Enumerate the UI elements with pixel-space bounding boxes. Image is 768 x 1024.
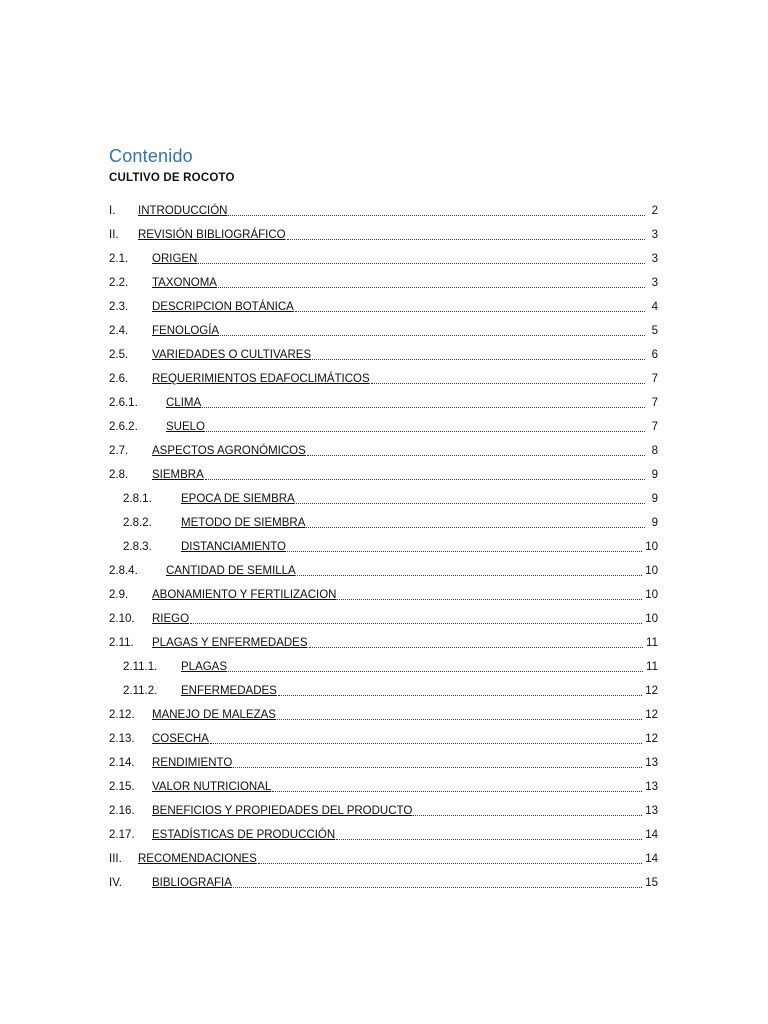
toc-entry-plagas-y-enfermedades[interactable] bbox=[109, 631, 658, 655]
dot-leader bbox=[296, 492, 645, 506]
dot-leader bbox=[413, 804, 642, 818]
dot-leader bbox=[309, 636, 644, 650]
toc-entry-title[interactable]: ABONAMIENTO Y FERTILIZACION bbox=[152, 589, 337, 601]
toc-entry-title[interactable]: RIEGO bbox=[152, 613, 190, 625]
toc-entry-enfermedades[interactable] bbox=[109, 679, 658, 703]
toc-entry-epoca-de-siembra[interactable] bbox=[109, 487, 658, 511]
toc-entry-number: 2.6.1. bbox=[109, 397, 138, 409]
toc-entry-number: 2.8. bbox=[109, 469, 129, 481]
toc-entry-number: 2.10. bbox=[109, 613, 135, 625]
toc-entry-number: 2.16. bbox=[109, 805, 135, 817]
toc-entry-title[interactable]: VALOR NUTRICIONAL bbox=[152, 781, 272, 793]
toc-entry-introduccion[interactable] bbox=[109, 199, 658, 223]
toc-entry-title[interactable]: COSECHA bbox=[152, 733, 209, 745]
dot-leader bbox=[371, 372, 645, 386]
toc-entry-clima[interactable] bbox=[109, 391, 658, 415]
toc-entry-page: 6 bbox=[651, 349, 658, 361]
toc-entry-requerimientos[interactable] bbox=[109, 367, 658, 391]
toc-entry-number: 2.4. bbox=[109, 325, 129, 337]
dot-leader bbox=[287, 540, 642, 554]
dot-leader bbox=[312, 348, 645, 362]
toc-entry-number: 2.13. bbox=[109, 733, 135, 745]
dot-leader bbox=[206, 420, 645, 434]
toc-entry-title[interactable]: TAXONOMA bbox=[152, 277, 217, 289]
dot-leader bbox=[202, 396, 645, 410]
toc-entry-number: 2.8.2. bbox=[123, 517, 152, 529]
toc-entry-number: 2.5. bbox=[109, 349, 129, 361]
toc-entry-number: III. bbox=[109, 853, 122, 865]
toc-entry-number: 2.11.2. bbox=[123, 685, 158, 697]
toc-entry-riego[interactable] bbox=[109, 607, 658, 631]
toc-entry-page: 12 bbox=[645, 733, 658, 745]
toc-entry-number: 2.8.4. bbox=[109, 565, 138, 577]
toc-entry-page: 13 bbox=[645, 781, 658, 793]
dot-leader bbox=[210, 732, 642, 746]
dot-leader bbox=[258, 852, 642, 866]
toc-entry-page: 10 bbox=[645, 541, 658, 553]
dot-leader bbox=[307, 444, 645, 458]
toc-entry-bibliografia[interactable] bbox=[109, 871, 658, 895]
toc-entry-page: 2 bbox=[651, 205, 658, 217]
toc-entry-title[interactable]: VARIEDADES O CULTIVARES bbox=[152, 349, 312, 361]
toc-entry-title[interactable]: PLAGAS Y ENFERMEDADES bbox=[152, 637, 308, 649]
toc-entry-title[interactable]: BENEFICIOS Y PROPIEDADES DEL PRODUCTO bbox=[152, 805, 413, 817]
toc-entry-descripcion-botanica[interactable] bbox=[109, 295, 658, 319]
toc-entry-page: 9 bbox=[651, 469, 658, 481]
toc-entry-title[interactable]: ORIGEN bbox=[152, 253, 198, 265]
toc-entry-title[interactable]: RECOMENDACIONES bbox=[138, 853, 257, 865]
toc-entry-page: 3 bbox=[651, 229, 658, 241]
toc-entry-page: 13 bbox=[645, 805, 658, 817]
toc-entry-beneficios[interactable] bbox=[109, 799, 658, 823]
toc-entry-title[interactable]: METODO DE SIEMBRA bbox=[181, 517, 306, 529]
dot-leader bbox=[337, 588, 642, 602]
toc-entry-number: 2.6.2. bbox=[109, 421, 138, 433]
toc-entry-page: 8 bbox=[651, 445, 658, 457]
toc-entry-title[interactable]: ENFERMEDADES bbox=[181, 685, 277, 697]
toc-entry-revision-bibliografico[interactable] bbox=[109, 223, 658, 247]
toc-entry-page: 5 bbox=[651, 325, 658, 337]
table-of-contents bbox=[109, 199, 658, 895]
toc-entry-variedades[interactable] bbox=[109, 343, 658, 367]
toc-entry-metodo-de-siembra[interactable] bbox=[109, 511, 658, 535]
toc-entry-title[interactable]: FENOLOGÍA bbox=[152, 325, 220, 337]
toc-entry-number: 2.14. bbox=[109, 757, 135, 769]
toc-entry-fenologia[interactable] bbox=[109, 319, 658, 343]
toc-entry-page: 3 bbox=[651, 277, 658, 289]
toc-entry-number: 2.11.1. bbox=[123, 661, 158, 673]
toc-entry-title[interactable]: DESCRIPCION BOTÁNICA bbox=[152, 301, 294, 313]
dot-leader bbox=[336, 828, 642, 842]
toc-entry-title[interactable]: INTRODUCCIÓN bbox=[138, 205, 228, 217]
toc-entry-page: 12 bbox=[645, 709, 658, 721]
dot-leader bbox=[198, 252, 645, 266]
toc-entry-valor-nutricional[interactable] bbox=[109, 775, 658, 799]
toc-entry-number: 2.8.1. bbox=[123, 493, 152, 505]
dot-leader bbox=[190, 612, 642, 626]
dot-leader bbox=[220, 324, 645, 338]
toc-entry-number: II. bbox=[109, 229, 119, 241]
toc-entry-title[interactable]: DISTANCIAMIENTO bbox=[181, 541, 286, 553]
toc-entry-number: IV. bbox=[109, 877, 123, 889]
dot-leader bbox=[272, 780, 642, 794]
toc-entry-page: 7 bbox=[651, 397, 658, 409]
toc-entry-title[interactable]: ESTADÍSTICAS DE PRODUCCIÓN bbox=[152, 829, 336, 841]
toc-entry-page: 11 bbox=[646, 637, 658, 649]
toc-entry-taxonoma[interactable] bbox=[109, 271, 658, 295]
toc-entry-siembra[interactable] bbox=[109, 463, 658, 487]
toc-entry-page: 14 bbox=[645, 829, 658, 841]
dot-leader bbox=[218, 276, 645, 290]
toc-entry-number: 2.17. bbox=[109, 829, 135, 841]
dot-leader bbox=[233, 756, 642, 770]
toc-entry-aspectos-agronomicos[interactable] bbox=[109, 439, 658, 463]
toc-entry-title[interactable]: EPOCA DE SIEMBRA bbox=[181, 493, 295, 505]
toc-entry-title[interactable]: ASPECTOS AGRONÓMICOS bbox=[152, 445, 306, 457]
toc-entry-origen[interactable] bbox=[109, 247, 658, 271]
dot-leader bbox=[228, 660, 643, 674]
toc-entry-number: 2.12. bbox=[109, 709, 135, 721]
dot-leader bbox=[233, 876, 642, 890]
toc-entry-title[interactable]: MANEJO DE MALEZAS bbox=[152, 709, 276, 721]
toc-entry-page: 11 bbox=[646, 661, 658, 673]
toc-entry-rendimiento[interactable] bbox=[109, 751, 658, 775]
toc-entry-page: 10 bbox=[645, 589, 658, 601]
toc-entry-page: 9 bbox=[651, 493, 658, 505]
toc-entry-page: 7 bbox=[651, 373, 658, 385]
toc-entry-title[interactable]: RENDIMIENTO bbox=[152, 757, 233, 769]
toc-entry-number: 2.9. bbox=[109, 589, 129, 601]
toc-entry-cosecha[interactable] bbox=[109, 727, 658, 751]
toc-entry-recomendaciones[interactable] bbox=[109, 847, 658, 871]
toc-entry-title[interactable]: CLIMA bbox=[166, 397, 202, 409]
toc-entry-page: 4 bbox=[651, 301, 658, 313]
toc-entry-distanciamiento[interactable] bbox=[109, 535, 658, 559]
toc-entry-page: 15 bbox=[645, 877, 658, 889]
dot-leader bbox=[295, 300, 645, 314]
toc-entry-page: 14 bbox=[645, 853, 658, 865]
toc-entry-title[interactable]: REQUERIMIENTOS EDAFOCLIMÁTICOS bbox=[152, 373, 370, 385]
toc-entry-abonamiento[interactable] bbox=[109, 583, 658, 607]
toc-entry-title[interactable]: CANTIDAD DE SEMILLA bbox=[166, 565, 296, 577]
toc-entry-estadisticas[interactable] bbox=[109, 823, 658, 847]
toc-entry-number: 2.8.3. bbox=[123, 541, 152, 553]
dot-leader bbox=[287, 228, 645, 242]
toc-entry-title[interactable]: REVISIÓN BIBLIOGRÁFICO bbox=[138, 229, 286, 241]
dot-leader bbox=[278, 684, 642, 698]
toc-entry-number: 2.2. bbox=[109, 277, 129, 289]
toc-entry-title[interactable]: SUELO bbox=[166, 421, 205, 433]
toc-entry-number: 2.11. bbox=[109, 637, 134, 649]
toc-entry-suelo[interactable] bbox=[109, 415, 658, 439]
toc-entry-number: 2.15. bbox=[109, 781, 135, 793]
toc-entry-page: 13 bbox=[645, 757, 658, 769]
dot-leader bbox=[205, 468, 645, 482]
dot-leader bbox=[297, 564, 642, 578]
toc-entry-page: 7 bbox=[651, 421, 658, 433]
dot-leader bbox=[277, 708, 642, 722]
toc-entry-plagas[interactable] bbox=[109, 655, 658, 679]
toc-entry-page: 10 bbox=[645, 613, 658, 625]
toc-entry-number: 2.1. bbox=[109, 253, 129, 265]
toc-heading: Contenido bbox=[109, 146, 193, 166]
toc-entry-number: 2.7. bbox=[109, 445, 129, 457]
toc-entry-title[interactable]: PLAGAS bbox=[181, 661, 228, 673]
toc-entry-number: I. bbox=[109, 205, 116, 217]
toc-entry-page: 3 bbox=[651, 253, 658, 265]
dot-leader bbox=[306, 516, 645, 530]
toc-entry-page: 10 bbox=[645, 565, 658, 577]
toc-entry-title[interactable]: SIEMBRA bbox=[152, 469, 204, 481]
toc-entry-cantidad-de-semilla[interactable] bbox=[109, 559, 658, 583]
toc-entry-manejo-de-malezas[interactable] bbox=[109, 703, 658, 727]
toc-entry-number: 2.3. bbox=[109, 301, 129, 313]
toc-entry-number: 2.6. bbox=[109, 373, 129, 385]
toc-entry-title[interactable]: BIBLIOGRAFIA bbox=[152, 877, 232, 889]
document-subtitle: CULTIVO DE ROCOTO bbox=[109, 172, 235, 184]
toc-entry-page: 12 bbox=[645, 685, 658, 697]
toc-entry-page: 9 bbox=[651, 517, 658, 529]
dot-leader bbox=[228, 204, 645, 218]
